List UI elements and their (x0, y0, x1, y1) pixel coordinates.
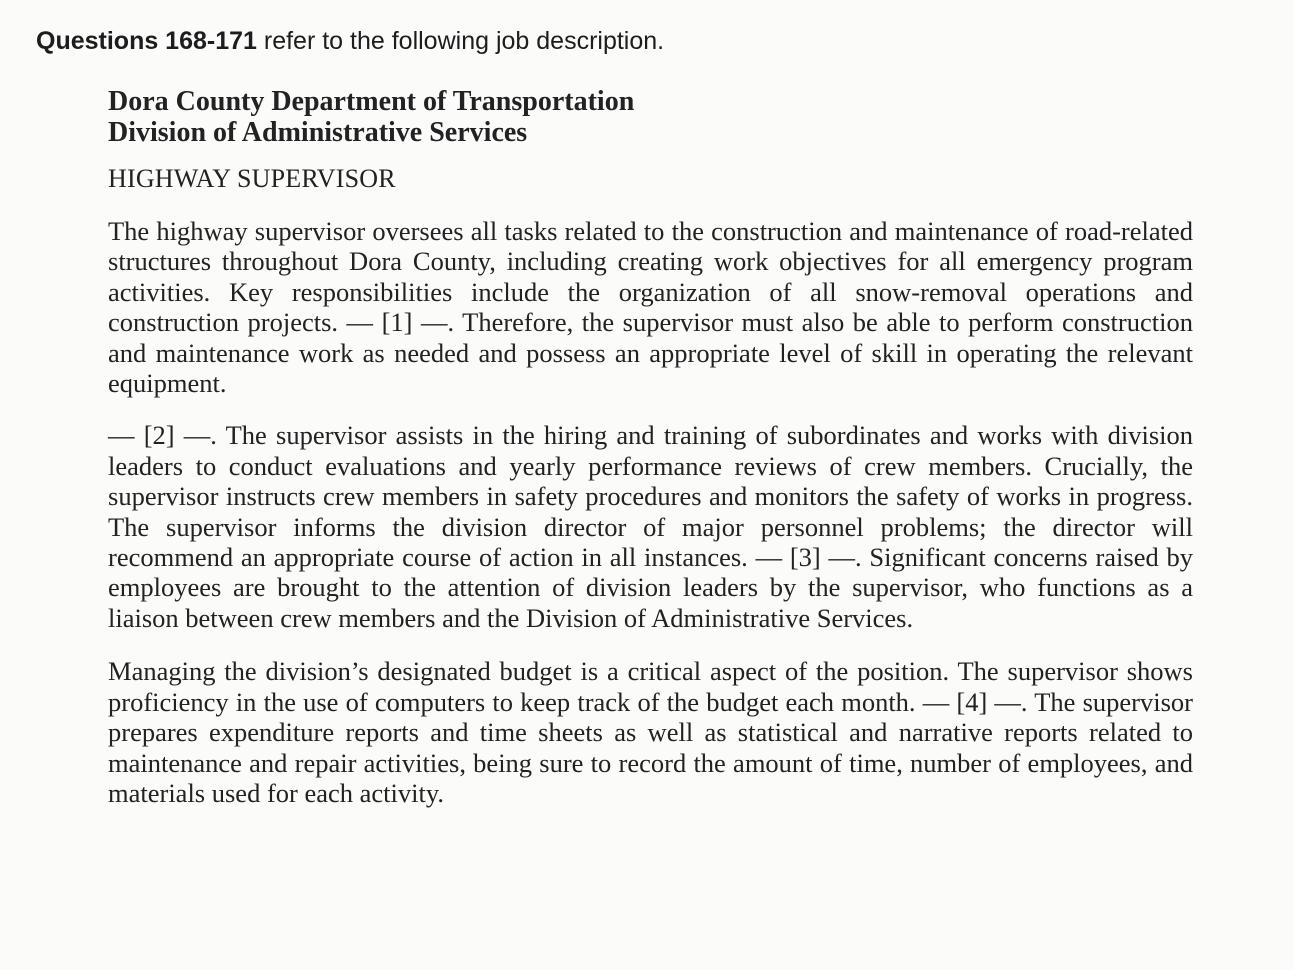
organization-heading (108, 86, 1193, 148)
job-title: HIGHWAY SUPERVISOR (108, 164, 396, 193)
division-name: Division of Administrative Services (108, 117, 528, 148)
organization-name: Dora County Department of Transportation (108, 86, 635, 117)
job-description (108, 86, 1193, 808)
paragraph-duties: The highway supervisor oversees all tasks related to the construction and maintenance of road-related structures throughout Dora County, including creating work objectives for all emergency program activities. Key responsibilities include the organization of all snow-removal operations and construction projects. — [1] —. Therefore, the supervisor must also be able to perform construction and maintenance work as needed and possess an appropriate level of skill in operating the relevant equipment. (108, 216, 1193, 399)
questions-range: Questions 168-171 (36, 27, 257, 55)
paragraph-personnel: — [2] —. The supervisor assists in the hiring and training of subordinates and works with division leaders to conduct evaluations and yearly performance reviews of crew members. Crucially, the supervisor instructs crew members in safety procedures and monitors the safety of works in progress. The supervisor informs the division director of major personnel problems; the director will recommend an appropriate course of action in all instances. — [3] —. Significant concerns raised by employees are brought to the attention of division leaders by the supervisor, who functions as a liaison between crew members and the Division of Administrative Services. (108, 420, 1193, 633)
questions-intro (36, 27, 664, 56)
questions-intro-text: refer to the following job description. (256, 27, 665, 55)
paragraph-budget: Managing the division’s designated budget is a critical aspect of the position. The supervisor shows proficiency in the use of computers to keep track of the budget each month. — [4] —. The supervisor prepares expenditure reports and time sheets as well as statistical and narrative reports related to maintenance and repair activities, being sure to record the amount of time, number of employees, and materials used for each activity. (108, 656, 1193, 808)
